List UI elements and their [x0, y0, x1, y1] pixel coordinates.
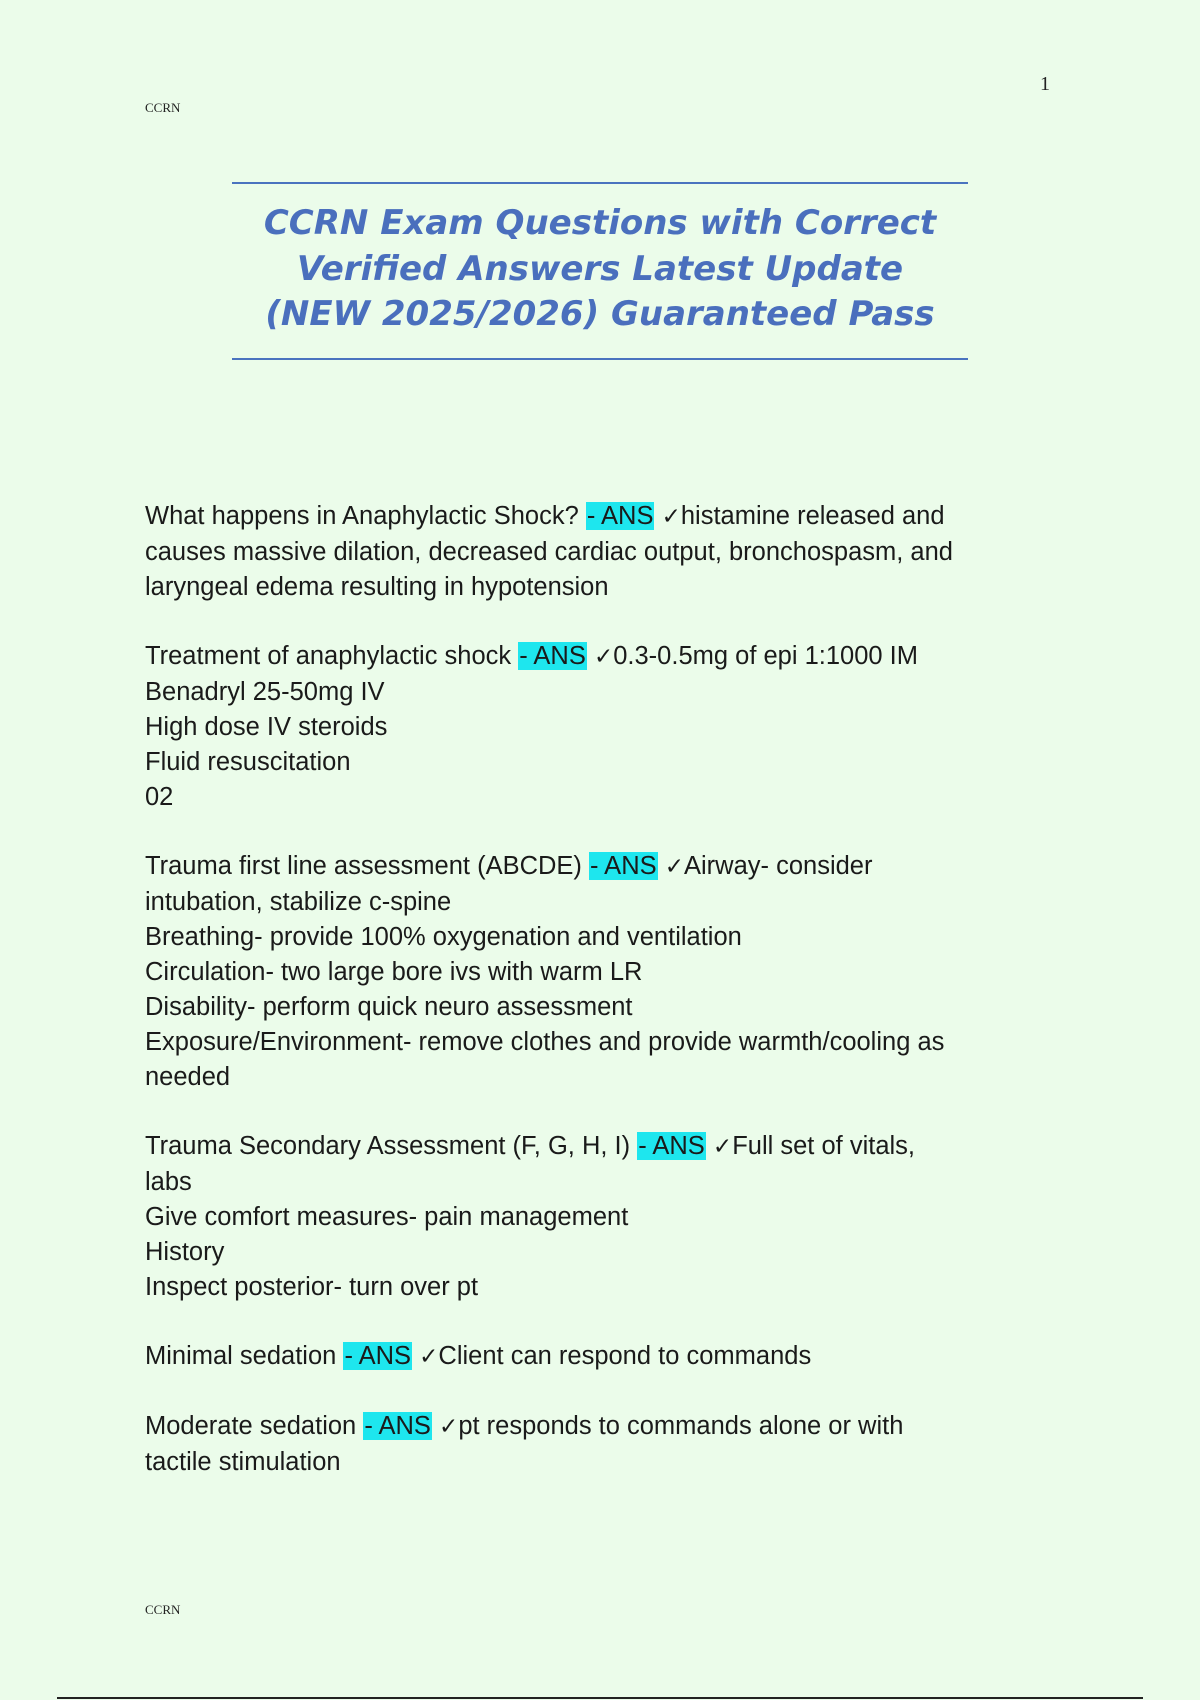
qa-item [145, 849, 1075, 1095]
qa-item [145, 1339, 1075, 1375]
answer-line: labs [145, 1168, 192, 1196]
question-text: Minimal sedation [145, 1342, 337, 1370]
question-text: What happens in Anaphylactic Shock? [145, 502, 579, 530]
title-line: Verified Answers Latest Update [296, 248, 904, 289]
title-block [232, 182, 968, 360]
answer-marker: - ANS [344, 1342, 412, 1370]
answer-line: tactile stimulation [145, 1448, 341, 1476]
answer-marker: - ANS [638, 1132, 705, 1160]
answer-line: 02 [145, 783, 174, 811]
answer-line: History [145, 1238, 225, 1266]
qa-item [145, 639, 1075, 815]
check-icon: ✓ [661, 504, 681, 530]
qa-first-line [145, 1339, 1075, 1375]
answer-marker: - ANS [586, 502, 654, 530]
answer-line: intubation, stabilize c-spine [145, 888, 452, 916]
answer-line: Inspect posterior- turn over pt [145, 1273, 479, 1301]
answer-line: Give comfort measures- pain management [145, 1203, 629, 1231]
page-number: 1 [1040, 73, 1050, 95]
document-title [232, 201, 968, 338]
qa-first-line [145, 1129, 1075, 1165]
answer-line: High dose IV steroids [145, 713, 388, 741]
answer-line: Airway- consider [684, 852, 873, 880]
answer-line: Breathing- provide 100% oxygenation and ventilation [145, 923, 742, 951]
qa-first-line [145, 639, 1075, 675]
running-footer: CCRN [145, 1602, 181, 1617]
qa-item [145, 1409, 1075, 1480]
answer-line: Disability- perform quick neuro assessment [145, 993, 633, 1021]
check-icon: ✓ [439, 1414, 459, 1440]
question-text: Treatment of anaphylactic shock [145, 642, 512, 670]
check-icon: ✓ [664, 854, 684, 880]
answer-line: 0.3-0.5mg of epi 1:1000 IM [613, 642, 919, 670]
title-line: CCRN Exam Questions with Correct [263, 203, 937, 243]
question-text: Trauma first line assessment (ABCDE) [145, 852, 582, 880]
answer-line: needed [145, 1063, 231, 1091]
title-line: (NEW 2025/2026) Guaranteed Pass [265, 294, 935, 334]
check-icon: ✓ [419, 1344, 439, 1370]
qa-first-line [145, 1409, 1075, 1445]
answer-line: pt responds to commands alone or with [458, 1412, 904, 1440]
qa-first-line [145, 499, 1075, 535]
answer-line: causes massive dilation, decreased cardiac output, bronchospasm, and [145, 538, 953, 566]
page-bottom-rule [57, 1697, 1143, 1699]
running-header: CCRN [145, 100, 181, 115]
qa-list [145, 499, 1075, 1514]
qa-item [145, 1129, 1075, 1305]
question-text: Moderate sedation [145, 1412, 357, 1440]
answer-line: Fluid resuscitation [145, 748, 351, 776]
answer-marker: - ANS [590, 852, 657, 880]
answer-line: laryngeal edema resulting in hypotension [145, 573, 609, 601]
answer-line: Full set of vitals, [732, 1132, 916, 1160]
answer-line: Exposure/Environment- remove clothes and provide warmth/cooling as [145, 1028, 945, 1056]
answer-marker: - ANS [364, 1412, 431, 1440]
check-icon: ✓ [593, 644, 614, 670]
qa-first-line [145, 849, 1075, 885]
answer-marker: - ANS [519, 642, 586, 670]
answer-line: Client can respond to commands [438, 1342, 812, 1370]
check-icon: ✓ [712, 1134, 733, 1160]
answer-line: Benadryl 25-50mg IV [145, 678, 385, 706]
answer-line: histamine released and [680, 502, 945, 530]
answer-line: Circulation- two large bore ivs with warm LR [145, 958, 643, 986]
qa-item [145, 499, 1075, 605]
question-text: Trauma Secondary Assessment (F, G, H, I) [145, 1132, 631, 1160]
